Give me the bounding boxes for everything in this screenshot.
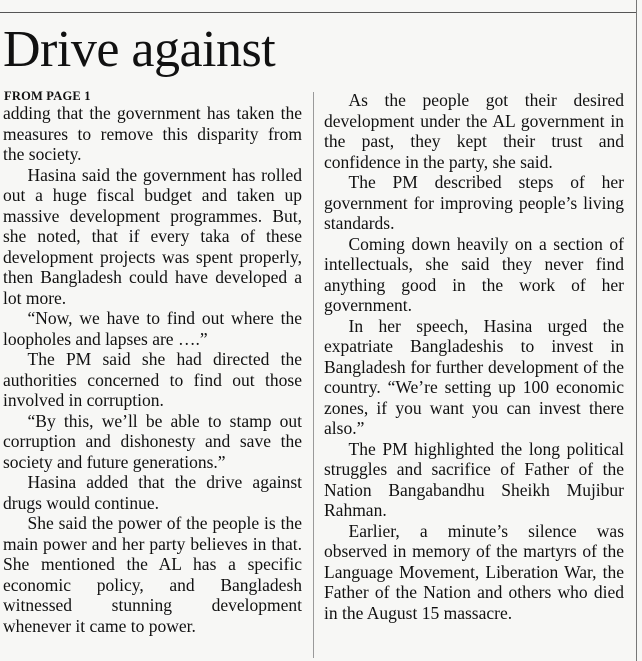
paragraph: “By this, we’ll be able to stamp out corruption and dishonesty and save the society and future generations.”	[3, 410, 302, 472]
page-edge-rule	[636, 0, 637, 661]
paragraph: Hasina added that the drive against drugs would continue.	[3, 472, 302, 513]
article-column-2	[324, 90, 624, 623]
paragraph: She said the power of the people is the main power and her party believes in that. She mentioned the AL has a specific economic policy, and Bangladesh witnessed stunning development whenever it came to power.	[3, 513, 302, 636]
jump-label: FROM PAGE 1	[4, 89, 91, 103]
paragraph: The PM described steps of her government for improving people’s living standards.	[324, 172, 624, 233]
paragraph: As the people got their desired development under the AL government in the past, they kept their trust and confidence in the party, she said.	[324, 90, 624, 172]
headline: Drive against	[3, 21, 276, 78]
paragraph: The PM highlighted the long political struggles and sacrifice of Father of the Nation Bangabandhu Sheikh Mujibur Rahman.	[324, 438, 624, 520]
paragraph: Earlier, a minute’s silence was observed in memory of the martyrs of the Language Movement, Liberation War, the Father of the Nation and others who died in the August 15 massacre.	[324, 520, 624, 623]
column-divider	[313, 92, 314, 658]
paragraph: The PM said she had directed the authorities concerned to find out those involved in corruption.	[3, 349, 302, 410]
paragraph: “Now, we have to find out where the loopholes and lapses are ….”	[3, 308, 302, 349]
top-rule	[0, 12, 636, 13]
paragraph: In her speech, Hasina urged the expatriate Bangladeshis to invest in Bangladesh for further development of the country. “We’re setting up 100 economic zones, if you want you can invest there also.”	[324, 315, 624, 438]
paragraph: Hasina said the government has rolled out a huge fiscal budget and taken up massive development programmes. But, she noted, that if every taka of these development projects was spent properly, then Bangladesh could have developed a lot more.	[3, 164, 302, 308]
article-column-1	[3, 103, 302, 636]
paragraph: adding that the government has taken the measures to remove this disparity from the society.	[3, 103, 302, 164]
paragraph: Coming down heavily on a section of intellectuals, she said they never find anything good in the work of her government.	[324, 233, 624, 315]
